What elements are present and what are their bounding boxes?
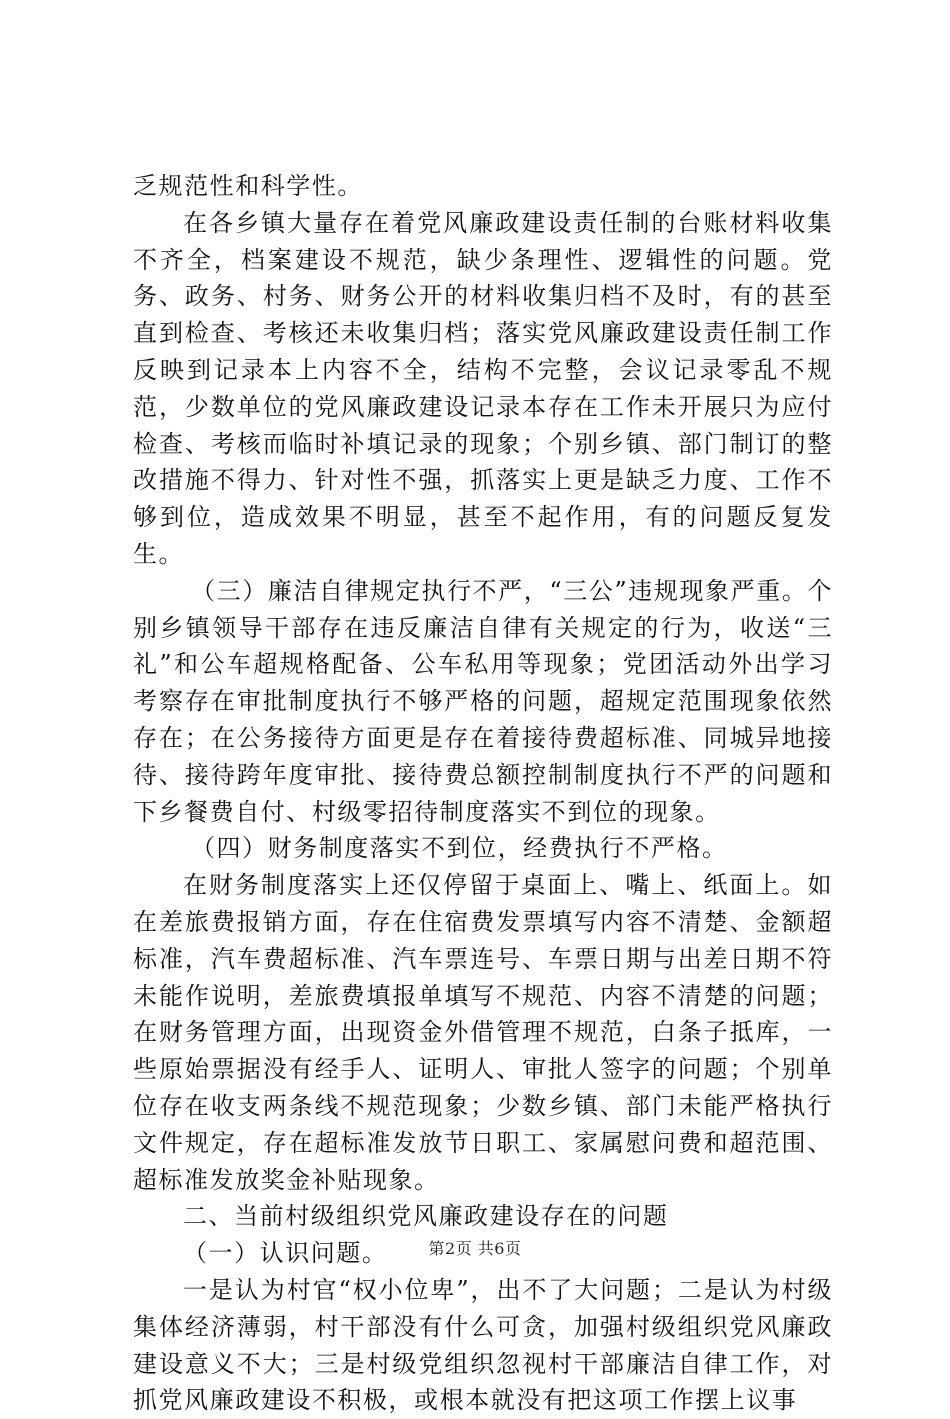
section-heading-3-paragraph: （三）廉洁自律规定执行不严，“三公”违规现象严重。个别乡镇领导干部存在违反廉洁自律有关规定的行为，收送“三礼”和公车超规格配备、公车私用等现象；党团活动外出学习考察存在审批制度执行不够严格的问题，超规定范围现象依然存在；在公务接待方面更是存在着接待费超标准、同城异地接待、接待跨年度审批、接待费总额控制制度执行不严的问题和下乡餐费自付、村级零招待制度落实不到位的现象。 [133,576,833,826]
paragraph-ledger-issues: 在各乡镇大量存在着党风廉政建设责任制的台账材料收集不齐全，档案建设不规范，缺少条理性、逻辑性的问题。党务、政务、村务、财务公开的材料收集归档不及时，有的甚至直到检查、考核还未收集归档；落实党风廉政建设责任制工作反映到记录本上内容不全，结构不完整，会议记录零乱不规范，少数单位的党风廉政建设记录本存在工作未开展只为应付检查、考核而临时补填记录的现象；个别乡镇、部门制订的整改措施不得力、针对性不强，抓落实上更是缺乏力度、工作不够到位，造成效果不明显，甚至不起作用，有的问题反复发生。 [133,208,833,568]
document-body [133,168,833,1419]
page-number-footer: 第2页 共6页 [428,1239,522,1258]
paragraph-cognition-issues: 一是认为村官“权小位卑”，出不了大问题；二是认为村级集体经济薄弱，村干部没有什么可贪，加强村级组织党风廉政建设意义不大；三是村级党组织忽视村干部廉洁自律工作，对抓党风廉政建设不积极，或根本就没有把这项工作摆上议事 [133,1275,833,1415]
paragraph-continuation: 乏规范性和科学性。 [133,172,363,200]
section-heading-1-cognition: （一）认识问题。 [183,1239,388,1268]
paragraph-finance-issues: 在财务制度落实上还仅停留于桌面上、嘴上、纸面上。如在差旅费报销方面，存在住宿费发票填写内容不清楚、金额超标准，汽车费超标准、汽车票连号、车票日期与出差日期不符未能作说明，差旅费填报单填写不规范、内容不清楚的问题；在财务管理方面，出现资金外借管理不规范，白条子抵库，一些原始票据没有经手人、证明人、审批人签字的问题；个别单位存在收支两条线不规范现象；少数乡镇、部门未能严格执行文件规定，存在超标准发放节日职工、家属慰问费和超范围、超标准发放奖金补贴现象。 [133,871,833,1194]
section-heading-4: （四）财务制度落实不到位，经费执行不严格。 [191,834,728,863]
chapter-heading-2: 二、当前村级组织党风廉政建设存在的问题 [183,1202,669,1231]
